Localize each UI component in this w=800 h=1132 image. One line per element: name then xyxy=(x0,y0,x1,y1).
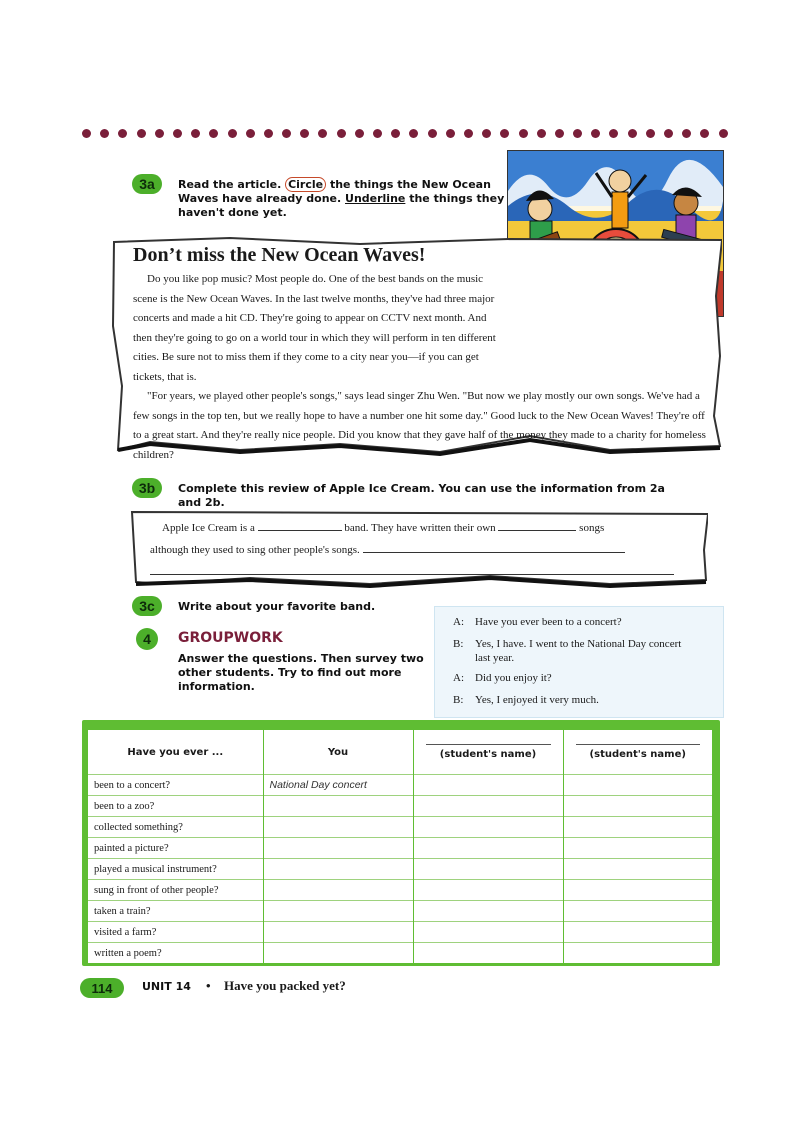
decorative-dot xyxy=(664,129,673,138)
decorative-dot xyxy=(82,129,91,138)
column-header xyxy=(563,730,712,775)
decorative-dot xyxy=(118,129,127,138)
blank-band-type[interactable] xyxy=(258,519,342,531)
footer-bullet: • xyxy=(206,978,211,993)
table-row xyxy=(88,880,712,901)
decorative-dot xyxy=(264,129,273,138)
page-number: 114 xyxy=(80,978,124,998)
dialogue-line: Did you enjoy it? xyxy=(475,672,552,684)
table-row xyxy=(88,922,712,943)
answer-cell[interactable] xyxy=(563,838,712,859)
table-row xyxy=(88,817,712,838)
answer-cell[interactable] xyxy=(413,775,563,796)
answer-cell[interactable] xyxy=(563,859,712,880)
instr-text: the things they haven't done yet. xyxy=(178,192,505,219)
blank-line-2[interactable] xyxy=(150,563,674,575)
question-cell: visited a farm? xyxy=(88,922,263,943)
decorative-dot xyxy=(137,129,146,138)
question-cell: sung in front of other people? xyxy=(88,880,263,901)
article-paragraph-2: "For years, we played other people's songs," says lead singer Zhu Wen. "But now we play mostly our own songs. We've had a few songs in the top ten, but we really hope to have a number one hit some day." Good luck to the New Ocean Waves! They're off to a great start. And they're really nice people. Did you know that they gave half of the money they made to a charity for homeless children? xyxy=(133,390,706,461)
blank-line-1[interactable] xyxy=(363,541,625,553)
answer-cell[interactable] xyxy=(413,796,563,817)
answer-cell[interactable] xyxy=(563,901,712,922)
answer-cell[interactable] xyxy=(263,838,413,859)
dialogue-box xyxy=(434,606,724,718)
decorative-dot xyxy=(573,129,582,138)
answer-cell[interactable] xyxy=(263,817,413,838)
decorative-dot xyxy=(682,129,691,138)
answer-cell[interactable] xyxy=(413,859,563,880)
answer-cell[interactable] xyxy=(263,859,413,880)
table-row xyxy=(88,838,712,859)
exercise-3c-badge: 3c xyxy=(132,596,162,616)
decorative-dot xyxy=(300,129,309,138)
blank-song-count[interactable] xyxy=(498,519,576,531)
review-text: band. They have written their own xyxy=(344,522,496,534)
decorative-dot xyxy=(482,129,491,138)
circle-word: Circle xyxy=(285,177,326,192)
article-paragraph-1: Do you like pop music? Most people do. One of the best bands on the music scene is the New Ocean Waves. In the last twelve months, they've had three major concerts and made a hit CD. They're going to appear on CCTV next month. And then they're going to go on a world tour in which they will perform in ten different cities. Be sure not to miss them if they come to a city near you—if you can get tickets, that is. xyxy=(133,273,496,383)
decorative-dot xyxy=(500,129,509,138)
decorative-dot xyxy=(519,129,528,138)
review-text: although they used to sing other people's songs. xyxy=(150,544,360,556)
decorative-dot xyxy=(173,129,182,138)
review-text: songs xyxy=(579,522,605,534)
underline-word: Underline xyxy=(345,192,406,205)
question-cell: been to a concert? xyxy=(88,775,263,796)
question-cell: played a musical instrument? xyxy=(88,859,263,880)
answer-cell[interactable] xyxy=(413,943,563,964)
question-cell: painted a picture? xyxy=(88,838,263,859)
decorative-dot xyxy=(100,129,109,138)
answer-cell[interactable] xyxy=(413,922,563,943)
column-header xyxy=(413,730,563,775)
column-header-text: (student's name) xyxy=(589,749,686,760)
speaker: A: xyxy=(453,616,464,628)
decorative-dot xyxy=(537,129,546,138)
exercise-3b-instructions: Complete this review of Apple Ice Cream. You can use the information from 2a and 2b. xyxy=(178,482,665,509)
instr-text: the things the New Ocean Waves have already done. xyxy=(178,178,491,205)
decorative-dot xyxy=(719,129,728,138)
decorative-dot xyxy=(373,129,382,138)
answer-cell[interactable] xyxy=(413,901,563,922)
groupwork-heading: GROUPWORK xyxy=(178,630,283,646)
article-body xyxy=(133,270,713,465)
decorative-dot xyxy=(191,129,200,138)
decorative-dot xyxy=(282,129,291,138)
answer-cell[interactable] xyxy=(563,796,712,817)
answer-cell[interactable] xyxy=(263,796,413,817)
question-cell: been to a zoo? xyxy=(88,796,263,817)
decorative-dot xyxy=(246,129,255,138)
decorative-dot xyxy=(555,129,564,138)
answer-cell[interactable] xyxy=(413,880,563,901)
unit-title: Have you packed yet? xyxy=(224,978,346,993)
table-row xyxy=(88,796,712,817)
question-cell: taken a train? xyxy=(88,901,263,922)
decorative-dot xyxy=(646,129,655,138)
dialogue-line: Yes, I enjoyed it very much. xyxy=(475,694,599,706)
decorative-dot xyxy=(337,129,346,138)
instr-text: Read the article. xyxy=(178,178,282,191)
table-row xyxy=(88,775,712,796)
decorative-dot xyxy=(228,129,237,138)
decorative-dot xyxy=(409,129,418,138)
exercise-3b-badge: 3b xyxy=(132,478,162,498)
column-header-text: (student's name) xyxy=(439,749,537,760)
exercise-3a-instructions xyxy=(178,178,508,220)
speaker: A: xyxy=(453,672,464,684)
column-header: Have you ever ... xyxy=(88,730,263,775)
exercise-4-instructions: Answer the questions. Then survey two other students. Try to find out more information. xyxy=(178,652,424,693)
answer-cell[interactable] xyxy=(563,817,712,838)
exercise-3c-instructions: Write about your favorite band. xyxy=(178,600,376,613)
decorative-dot xyxy=(700,129,709,138)
decorative-dot xyxy=(209,129,218,138)
answer-cell[interactable] xyxy=(263,901,413,922)
decorative-dot xyxy=(428,129,437,138)
dotted-rule xyxy=(82,126,728,140)
dialogue-line: Have you ever been to a concert? xyxy=(475,616,622,628)
column-header: You xyxy=(263,730,413,775)
article-title: Don’t miss the New Ocean Waves! xyxy=(133,244,426,266)
answer-cell[interactable] xyxy=(563,880,712,901)
answer-cell[interactable] xyxy=(413,838,563,859)
question-cell: written a poem? xyxy=(88,943,263,964)
decorative-dot xyxy=(609,129,618,138)
table-row xyxy=(88,859,712,880)
decorative-dot xyxy=(628,129,637,138)
decorative-dot xyxy=(318,129,327,138)
decorative-dot xyxy=(446,129,455,138)
table-row xyxy=(88,943,712,964)
survey-table xyxy=(88,730,712,963)
answer-cell[interactable] xyxy=(563,943,712,964)
exercise-4-badge: 4 xyxy=(136,628,158,650)
answer-cell[interactable] xyxy=(413,817,563,838)
review-fill-in xyxy=(150,517,680,583)
decorative-dot xyxy=(155,129,164,138)
review-text: Apple Ice Cream is a xyxy=(162,522,255,534)
dialogue-line: Yes, I have. I went to the National Day concert last year. xyxy=(475,638,682,664)
table-header-row xyxy=(88,730,712,775)
answer-cell[interactable] xyxy=(263,943,413,964)
answer-cell[interactable] xyxy=(563,922,712,943)
decorative-dot xyxy=(464,129,473,138)
question-cell: collected something? xyxy=(88,817,263,838)
answer-cell[interactable] xyxy=(563,775,712,796)
unit-label: UNIT 14 xyxy=(142,980,191,993)
decorative-dot xyxy=(355,129,364,138)
table-row xyxy=(88,901,712,922)
answer-cell[interactable] xyxy=(263,880,413,901)
decorative-dot xyxy=(391,129,400,138)
speaker: B: xyxy=(453,694,464,706)
decorative-dot xyxy=(591,129,600,138)
answer-cell[interactable] xyxy=(263,922,413,943)
answer-cell[interactable]: National Day concert xyxy=(263,775,413,796)
exercise-3a-badge: 3a xyxy=(132,174,162,194)
speaker: B: xyxy=(453,638,464,650)
